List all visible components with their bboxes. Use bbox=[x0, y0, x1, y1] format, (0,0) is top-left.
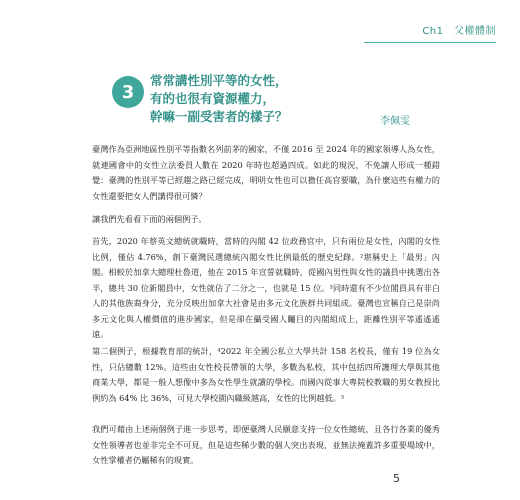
paragraph: 臺灣作為亞洲地區性別平等指數名列前茅的國家，不僅 2016 至 2024 年的國家領導人為女性，就連國會中的女性立法委員人數在 2020 年時也超過四成。如此的現況，不免讓人形成一種錯覺：臺灣的性別平等已經趨之路已經完成，明明女性也可以擔任高官要職，為什麼這些有權力的女性還要把女人們講得很可憐？ bbox=[92, 144, 440, 201]
section-title-line: 有的也很有資源權力， bbox=[150, 91, 276, 106]
section-title-line: 幹嘛一副受害者的樣子？ bbox=[150, 109, 288, 124]
paragraph: 首先，2020 年蔡英文總統就職時，當時的內閣 42 位政務官中，只有兩位是女性，內閣的女性比例，僅佔 4.76%，創下臺灣民選總統內閣女性比例最低的歷史紀錄。²堪稱史上「最男」內閣。相較於加拿大總理杜魯道，他在 2015 年宣誓就職時，從國內男性與女性的議員中挑選出各半，總共 30 位新閣員中，女性就佔了二分之一，也就是 15 位。³同時還有不少位閣員具有非白人的其他族裔身分，充分反映出加拿大社會是由多元文化族群共同組成。臺灣也宣稱自己是崇尚多元文化與人權價值的進步國家，但是卻在攝受國人矚目的內閣組成上，距離性別平等遙遙遙遠。 bbox=[92, 236, 440, 340]
chapter-label: Ch1 父權體制 bbox=[422, 26, 496, 37]
author-name: 李佩雯 bbox=[380, 116, 410, 127]
section-number-badge: 3 bbox=[112, 76, 144, 108]
running-header bbox=[364, 22, 496, 43]
paragraph: 第二個例子，根據教育部的統計，⁴2022 年全國公私立大學共計 158 名校長，僅有 19 位為女性，只佔總數 12%。這些由女性校長帶領的大學，多數為私校，其中包括四所護理大學與其他商業大學，都是一般人想像中多為女性學生就讀的學校。而國內從事大專院校教職的男女教授比例約為 64% 比 36%，可見大學校園內職級越高，女性的比例越低。⁵ bbox=[92, 346, 440, 403]
paragraph: 讓我們先看看下面的兩個例子。 bbox=[92, 214, 207, 225]
paragraph: 我們可藉由上述兩個例子進一步思考，即便臺灣人民願意支持一位女性總統，且各行各業的優秀女性領導者也並非完全不可見，但是這些稀少數的個人突出表現，並無法掩蓋許多重要場域中，女性掌權者仍屬稀有的現實。 bbox=[92, 424, 440, 466]
section-title bbox=[150, 72, 288, 126]
page-number: 5 bbox=[393, 472, 400, 485]
section-title-line: 常常講性別平等的女性， bbox=[150, 73, 288, 88]
